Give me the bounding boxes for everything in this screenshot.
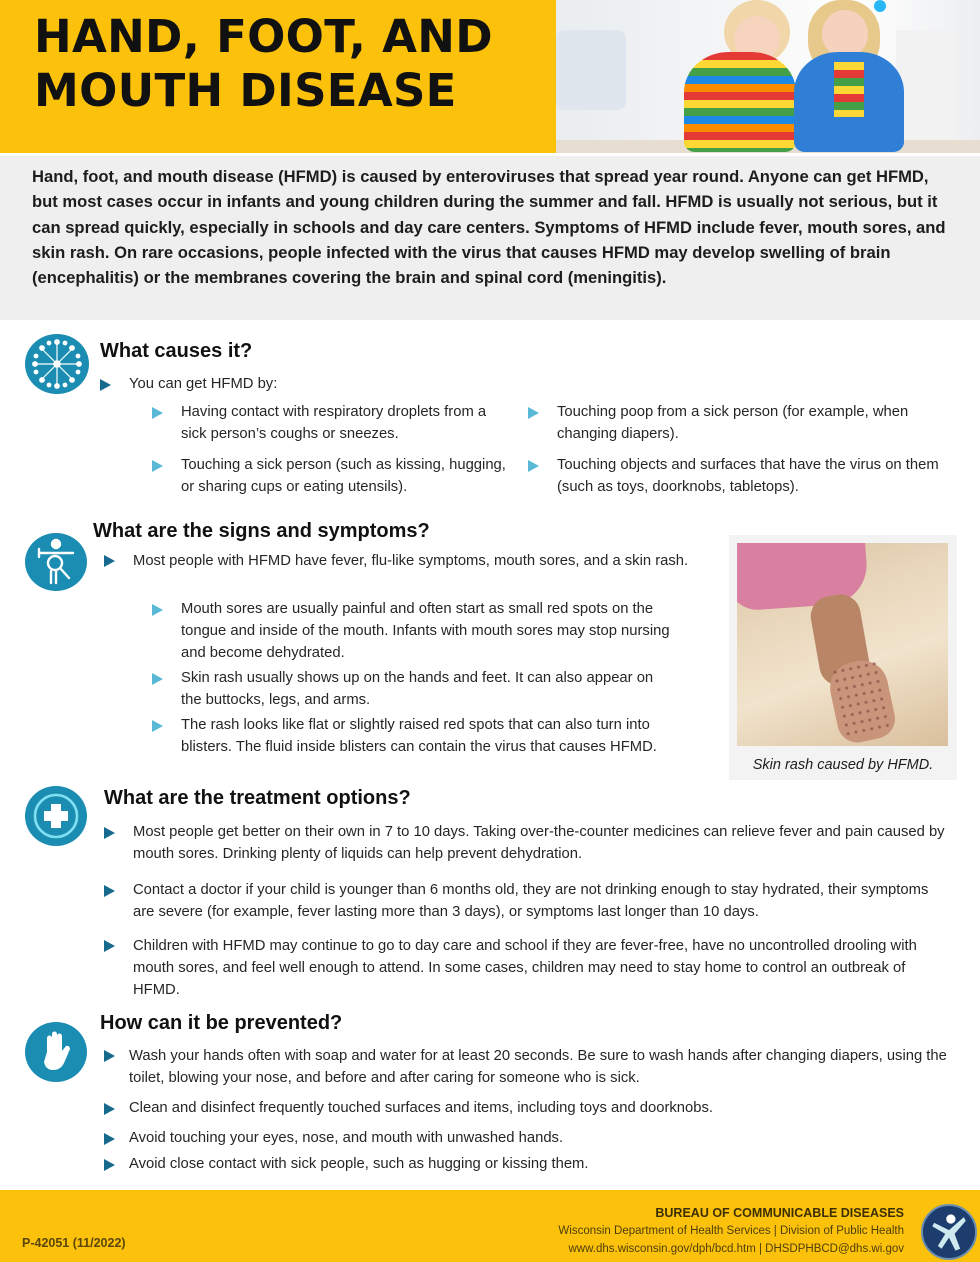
symptom-item: Mouth sores are usually painful and often start as small red spots on the tongue and inside of the mouth. Infants with mouth sores may stop nursing and become dehydrated. — [181, 601, 670, 661]
cause-item: Touching a sick person (such as kissing, hugging, or sharing cups or eating utensils). — [181, 457, 506, 495]
skin-rash-figure — [729, 535, 957, 780]
header — [0, 0, 980, 153]
title-line-2: MOUTH DISEASE — [34, 64, 457, 117]
bullet-arrow-icon — [104, 885, 115, 897]
causes-lead: You can get HFMD by: — [129, 376, 278, 392]
contact-links[interactable]: www.dhs.wisconsin.gov/dph/bcd.htm | DHSDPHBCD@dhs.wi.gov — [568, 1243, 904, 1255]
bullet-arrow-icon — [152, 604, 163, 616]
section-title-causes: What causes it? — [100, 340, 253, 362]
section-title-treatment: What are the treatment options? — [104, 787, 411, 809]
bullet-arrow-icon — [104, 1103, 115, 1115]
prevention-item: Avoid touching your eyes, nose, and mouth with unwashed hands. — [129, 1130, 564, 1146]
bureau-name: BUREAU OF COMMUNICABLE DISEASES — [655, 1206, 904, 1220]
footer-agency-info — [558, 1204, 904, 1258]
skin-rash-photo — [737, 543, 948, 746]
hand-stop-icon — [25, 1022, 87, 1082]
cause-item: Touching objects and surfaces that have the virus on them (such as toys, doorknobs, tabletops). — [557, 457, 939, 495]
virus-spread-icon — [25, 334, 89, 394]
cause-item: Touching poop from a sick person (for example, when changing diapers). — [557, 404, 909, 442]
symptom-item: Skin rash usually shows up on the hands and feet. It can also appear on the buttocks, legs, and arms. — [181, 670, 654, 708]
footer — [0, 1190, 980, 1262]
prevention-item: Wash your hands often with soap and water for at least 20 seconds. Be sure to wash hands after changing diapers, using the toilet, blowing your nose, and before and after caring for someone who is sick. — [129, 1048, 947, 1086]
section-title-prevention: How can it be prevented? — [100, 1012, 343, 1034]
treatment-item: Most people get better on their own in 7 to 10 days. Taking over-the-counter medicines can relieve fever and pain caused by mouth sores. Drinking plenty of liquids can help prevent dehydration. — [133, 824, 945, 862]
treatment-item: Children with HFMD may continue to go to day care and school if they are fever-free, have no uncontrolled drooling with mouth sores, and feel well enough to attend. In some cases, children may need to stay home to control an outbreak of HFMD. — [133, 938, 917, 998]
prevention-item: Avoid close contact with sick people, such as hugging or kissing them. — [129, 1156, 589, 1172]
bullet-arrow-icon — [152, 407, 163, 419]
children-playing-photo — [556, 0, 980, 153]
wisconsin-dhs-logo-icon — [921, 1204, 977, 1260]
bullet-arrow-icon — [528, 407, 539, 419]
bullet-arrow-icon — [152, 720, 163, 732]
cause-item: Having contact with respiratory droplets from a sick person’s coughs or sneezes. — [181, 404, 487, 442]
person-magnifier-icon — [25, 533, 87, 591]
bullet-arrow-icon — [104, 827, 115, 839]
prevention-item: Clean and disinfect frequently touched surfaces and items, including toys and doorknobs. — [129, 1100, 714, 1116]
bullet-arrow-icon — [152, 460, 163, 472]
section-title-symptoms: What are the signs and symptoms? — [93, 520, 430, 542]
title-block — [0, 0, 556, 153]
bullet-arrow-icon — [152, 673, 163, 685]
bullet-arrow-icon — [100, 379, 111, 391]
medical-cross-icon — [25, 786, 87, 846]
bullet-arrow-icon — [104, 1050, 115, 1062]
publication-code: P-42051 (11/2022) — [22, 1236, 126, 1250]
treatment-item: Contact a doctor if your child is younger than 6 months old, they are not drinking enough to stay hydrated, their symptoms are severe (for example, fever lasting more than 3 days), or symptoms last longer than 10 days. — [133, 882, 929, 920]
bullet-arrow-icon — [104, 940, 115, 952]
bullet-arrow-icon — [528, 460, 539, 472]
figure-caption: Skin rash caused by HFMD. — [752, 757, 934, 773]
symptoms-lead: Most people with HFMD have fever, flu-like symptoms, mouth sores, and a skin rash. — [133, 553, 689, 569]
page-title — [34, 10, 493, 118]
department-name: Wisconsin Department of Health Services | Division of Public Health — [558, 1225, 904, 1237]
intro-panel — [0, 153, 980, 320]
symptom-item: The rash looks like flat or slightly raised red spots that can also turn into blisters. The fluid inside blisters can contain the virus that causes HFMD. — [181, 717, 657, 755]
bullet-arrow-icon — [104, 555, 115, 567]
bullet-arrow-icon — [104, 1159, 115, 1171]
title-line-1: HAND, FOOT, AND — [34, 10, 493, 63]
bullet-arrow-icon — [104, 1133, 115, 1145]
intro-text: Hand, foot, and mouth disease (HFMD) is caused by enteroviruses that spread year round. Anyone can get HFMD, but most cases occur in infants and young children during the summer and fall. HFMD is usually not serious, but it can spread quickly, especially in schools and day care centers. Symptoms of HFMD include fever, mouth sores, and skin rash. On rare occasions, people infected with the virus that causes HFMD may develop swelling of brain (encephalitis) or the membranes covering the brain and spinal cord (meningitis). — [32, 167, 946, 288]
